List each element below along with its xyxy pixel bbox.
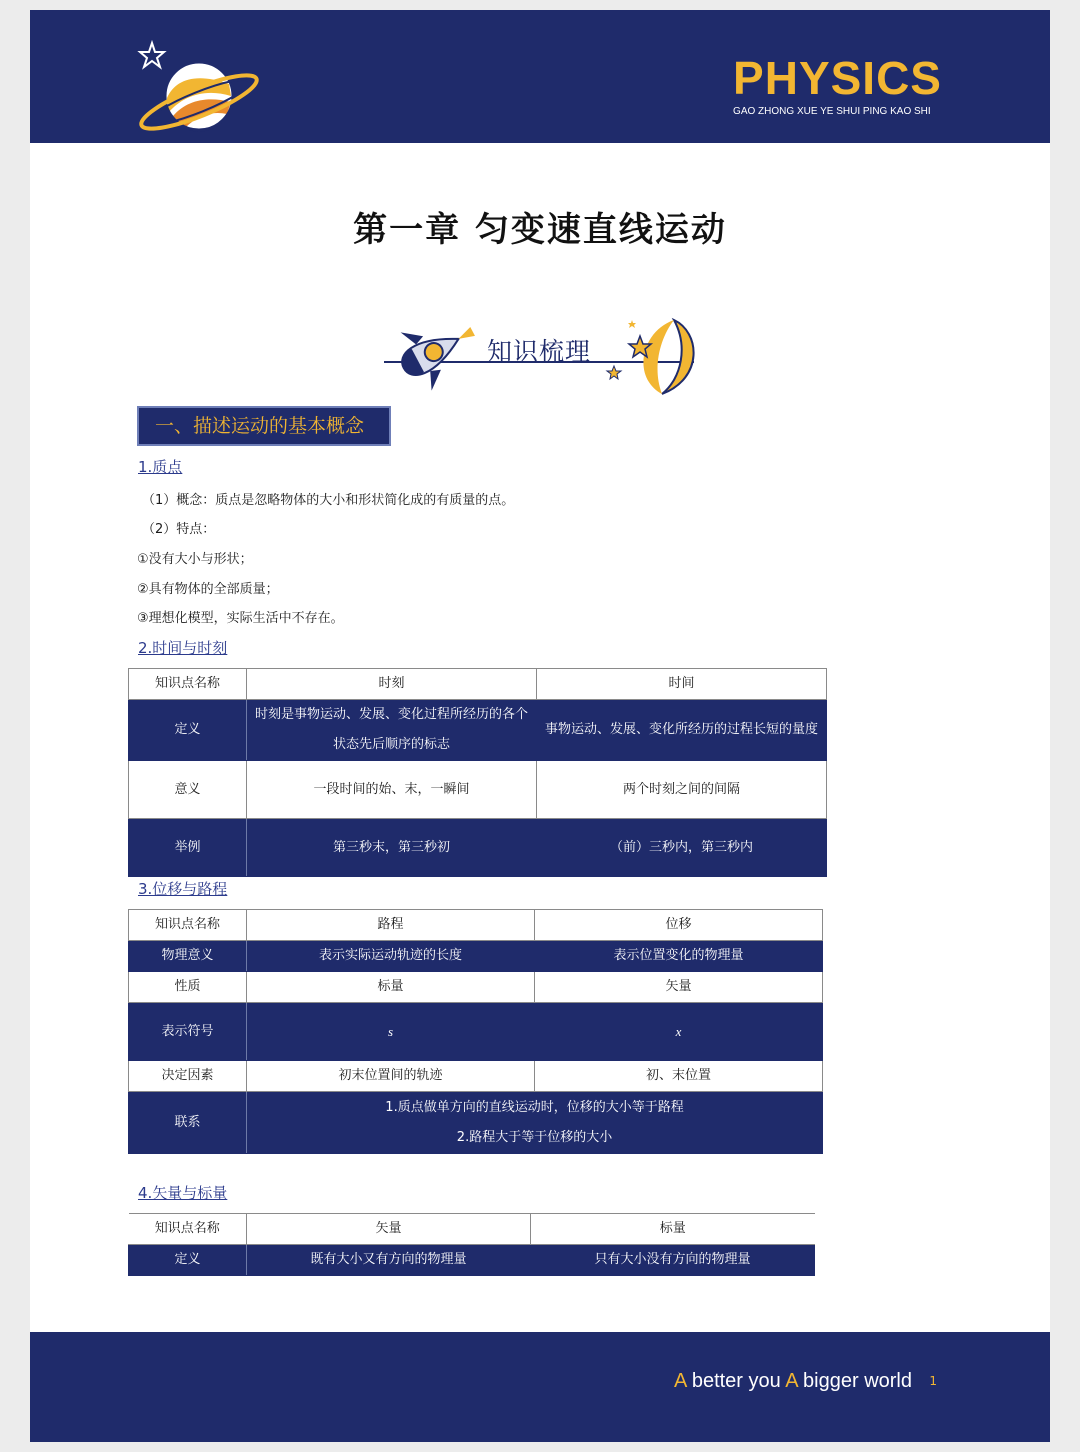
symbol-cell: x bbox=[535, 1003, 823, 1061]
table-cell: 矢量 bbox=[535, 972, 823, 1003]
slogan-accent: A bbox=[785, 1370, 798, 1392]
topic2-title: 2.时间与时刻 bbox=[138, 639, 228, 657]
topic4-title: 4.矢量与标量 bbox=[138, 1184, 228, 1202]
table-row bbox=[129, 1061, 823, 1092]
table-cell: 表示实际运动轨迹的长度 bbox=[247, 941, 535, 972]
topic1-line: ①没有大小与形状； bbox=[137, 552, 253, 567]
planet-ring-star-icon bbox=[135, 40, 265, 140]
table-row bbox=[129, 1245, 815, 1276]
table-cell: 既有大小又有方向的物理量 bbox=[247, 1245, 531, 1276]
header-cell: 标量 bbox=[531, 1214, 815, 1245]
chapter-title: 第一章 匀变速直线运动 bbox=[353, 210, 727, 250]
row-label: 举例 bbox=[129, 819, 247, 877]
brand-subtitle: GAO ZHONG XUE YE SHUI PING KAO SHI bbox=[733, 106, 931, 117]
table-cell: 两个时刻之间的间隔 bbox=[537, 761, 827, 819]
row-label: 联系 bbox=[129, 1092, 247, 1154]
table-header-row bbox=[129, 1214, 815, 1245]
row-label: 性质 bbox=[129, 972, 247, 1003]
topic1-title: 1.质点 bbox=[138, 458, 183, 476]
header-cell: 矢量 bbox=[247, 1214, 531, 1245]
table-cell: 第三秒末，第三秒初 bbox=[247, 819, 537, 877]
table-row bbox=[129, 1003, 823, 1061]
footer-bar bbox=[30, 1332, 1050, 1442]
table-row bbox=[129, 761, 827, 819]
header-cell: 知识点名称 bbox=[129, 1214, 247, 1245]
slogan-text: bigger world bbox=[797, 1370, 912, 1392]
table-header-row bbox=[129, 669, 827, 700]
table-cell: 标量 bbox=[247, 972, 535, 1003]
table-header-row bbox=[129, 910, 823, 941]
header-cell: 时间 bbox=[537, 669, 827, 700]
brand-title: PHYSICS bbox=[733, 52, 942, 104]
topic1-line: （2）特点： bbox=[142, 522, 216, 537]
section-heading: 一、描述运动的基本概念 bbox=[137, 406, 391, 446]
table-cell: 事物运动、发展、变化所经历的过程长短的量度 bbox=[537, 700, 827, 761]
header-bar bbox=[30, 10, 1050, 143]
displacement-distance-table bbox=[128, 909, 823, 1154]
topic1-line: （1）概念：质点是忽略物体的大小和形状简化成的有质量的点。 bbox=[142, 493, 515, 508]
row-label: 定义 bbox=[129, 700, 247, 761]
table-row bbox=[129, 972, 823, 1003]
slogan-text: better you bbox=[686, 1370, 786, 1392]
relation-cell bbox=[247, 1092, 823, 1154]
table-row bbox=[129, 1092, 823, 1154]
table-row bbox=[129, 819, 827, 877]
row-label: 意义 bbox=[129, 761, 247, 819]
page-number: 1 bbox=[929, 1374, 937, 1388]
row-label: 物理意义 bbox=[129, 941, 247, 972]
header-cell: 时刻 bbox=[247, 669, 537, 700]
table-cell: 时刻是事物运动、发展、变化过程所经历的各个状态先后顺序的标志 bbox=[247, 700, 537, 761]
table-row bbox=[129, 700, 827, 761]
table-cell: （前）三秒内，第三秒内 bbox=[537, 819, 827, 877]
table-cell: 初、末位置 bbox=[535, 1061, 823, 1092]
row-label: 表示符号 bbox=[129, 1003, 247, 1061]
topic1-line: ③理想化模型，实际生活中不存在。 bbox=[137, 611, 344, 626]
table-cell: 一段时间的始、末，一瞬间 bbox=[247, 761, 537, 819]
symbol-cell: s bbox=[247, 1003, 535, 1061]
brand-block bbox=[733, 52, 942, 117]
topic1-line: ②具有物体的全部质量； bbox=[137, 582, 279, 597]
table-cell: 初末位置间的轨迹 bbox=[247, 1061, 535, 1092]
table-row bbox=[129, 941, 823, 972]
table-cell: 表示位置变化的物理量 bbox=[535, 941, 823, 972]
topic3-title: 3.位移与路程 bbox=[138, 880, 228, 898]
document-page bbox=[30, 10, 1050, 1442]
vector-scalar-table bbox=[128, 1213, 815, 1276]
footer-slogan bbox=[674, 1370, 912, 1393]
time-moment-table bbox=[128, 668, 827, 877]
table-cell: 只有大小没有方向的物理量 bbox=[531, 1245, 815, 1276]
relation-line: 2.路程大于等于位移的大小 bbox=[456, 1129, 613, 1145]
row-label: 决定因素 bbox=[129, 1061, 247, 1092]
row-label: 定义 bbox=[129, 1245, 247, 1276]
slogan-accent: A bbox=[674, 1370, 687, 1392]
header-cell: 知识点名称 bbox=[129, 910, 247, 941]
header-cell: 知识点名称 bbox=[129, 669, 247, 700]
header-cell: 路程 bbox=[247, 910, 535, 941]
relation-line: 1.质点做单方向的直线运动时，位移的大小等于路程 bbox=[385, 1099, 684, 1115]
header-cell: 位移 bbox=[535, 910, 823, 941]
section-banner-label: 知识梳理 bbox=[487, 337, 592, 366]
